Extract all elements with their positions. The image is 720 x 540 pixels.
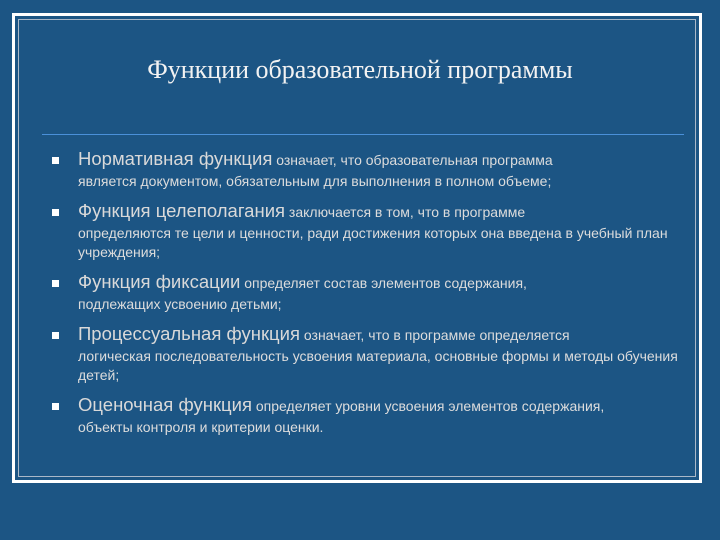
bullet-term: Функция целеполагания xyxy=(78,200,286,221)
bullet-continuation: объекты контроля и критерии оценки. xyxy=(78,419,324,435)
bullet-first-line: определяет состав элементов содержания, xyxy=(240,275,527,291)
title-divider xyxy=(42,134,684,135)
bullet-item-procedural xyxy=(50,322,680,385)
bullet-continuation: логическая последовательность усвоения материала, основные формы и методы обучения детей; xyxy=(78,348,678,383)
bullet-first-line: заключается в том, что в программе xyxy=(285,204,526,220)
bullet-item-evaluative xyxy=(50,393,680,437)
bullet-continuation: определяются те цели и ценности, ради достижения которых она введена в учебный план учреждения; xyxy=(78,225,668,260)
square-bullet-icon xyxy=(52,403,59,410)
bullet-list xyxy=(50,147,680,445)
square-bullet-icon xyxy=(52,209,59,216)
bullet-head xyxy=(78,199,680,224)
bullet-first-line: означает, что в программе определяется xyxy=(300,327,570,343)
slide-title: Функции образовательной программы xyxy=(147,55,573,84)
bullet-item-goal-setting xyxy=(50,199,680,262)
bullet-first-line: определяет уровни усвоения элементов содержания, xyxy=(252,398,605,414)
bullet-continuation: подлежащих усвоению детьми; xyxy=(78,296,282,312)
bullet-first-line: означает, что образовательная программа xyxy=(272,152,553,168)
bullet-head xyxy=(78,147,680,172)
bullet-head xyxy=(78,322,680,347)
bullet-term: Функция фиксации xyxy=(78,271,241,292)
bullet-term: Нормативная функция xyxy=(78,148,273,169)
bullet-term: Процессуальная функция xyxy=(78,323,300,344)
square-bullet-icon xyxy=(52,280,59,287)
square-bullet-icon xyxy=(52,332,59,339)
bullet-item-normative xyxy=(50,147,680,191)
bullet-term: Оценочная функция xyxy=(78,394,252,415)
square-bullet-icon xyxy=(52,157,59,164)
bullet-head xyxy=(78,393,680,418)
bullet-item-fixation xyxy=(50,270,680,314)
bullet-head xyxy=(78,270,680,295)
bullet-continuation: является документом, обязательным для выполнения в полном объеме; xyxy=(78,173,552,189)
